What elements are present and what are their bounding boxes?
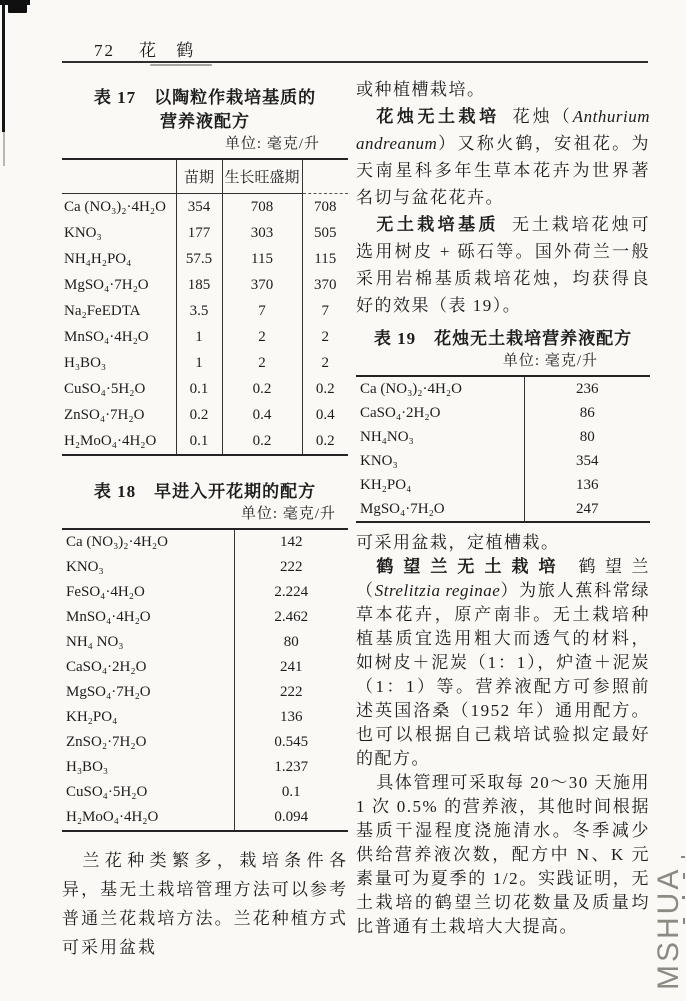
anthurium-paragraph	[356, 103, 650, 211]
seedling-stage-cell: 1	[176, 350, 222, 376]
extra-stage-cell: 2	[302, 324, 348, 350]
substance-cell: Ca (NO₃)₂·4H₂O	[360, 380, 462, 397]
vigorous-stage-cell: 370	[222, 272, 302, 298]
value-cell: 241	[234, 655, 348, 680]
value-cell: 222	[234, 555, 348, 580]
table18-title: 表 18 早进入开花期的配方	[93, 482, 317, 501]
seedling-stage-cell: 1	[176, 324, 222, 350]
table19-title: 表 19 花烛无土栽培营养液配方	[373, 329, 633, 348]
substance-cell: Ca (NO₃)₂·4H₂O	[64, 198, 166, 215]
substance-cell: H₂MoO₄·4H₂O	[64, 432, 157, 449]
table19-unit-label: 单位: 毫克/升	[502, 353, 598, 369]
substance-cell: CuSO₄·5H₂O	[66, 784, 148, 800]
substance-cell: FeSO₄·4H₂O	[66, 584, 145, 600]
table17-unit-label: 单位: 毫克/升	[224, 136, 320, 152]
table18	[62, 528, 348, 832]
table-row	[62, 755, 348, 780]
substance-cell: KNO₃	[66, 559, 104, 575]
vigorous-stage-cell: 2	[222, 324, 302, 350]
substance-cell: CaSO₄·2H₂O	[66, 659, 147, 675]
table-row	[62, 580, 348, 605]
strelitzia-latin-name: Strelitzia reginae	[374, 581, 501, 600]
book-title: 花 鹤	[139, 41, 202, 60]
anthurium-text-post: ）又称火鹤，安祖花。为天南星科多年生草本花卉为世界著名切与盆花花卉。	[356, 134, 650, 207]
seedling-stage-cell: 57.5	[176, 246, 222, 272]
value-cell: 86	[524, 401, 650, 425]
table17-header-row	[62, 159, 348, 194]
substance-cell: H₃BO₃	[66, 759, 109, 775]
vigorous-stage-cell: 2	[222, 350, 302, 376]
column-header	[62, 159, 176, 194]
extra-stage-cell: 370	[302, 272, 348, 298]
seedling-stage-cell: 0.1	[176, 376, 222, 402]
value-cell: 80	[524, 425, 650, 449]
seedling-stage-cell: 177	[176, 220, 222, 246]
table-row	[62, 324, 348, 350]
value-cell: 136	[524, 473, 650, 497]
substance-cell: MgSO₄·7H₂O	[360, 500, 445, 517]
anthurium-text-pre: 花烛（	[512, 107, 573, 126]
scan-artifact-left-edge-fade	[3, 132, 5, 166]
table-row	[356, 497, 650, 522]
substance-cell: MgSO₄·7H₂O	[66, 684, 151, 700]
table-row	[356, 376, 650, 401]
value-cell: 2.224	[234, 580, 348, 605]
value-cell: 80	[234, 630, 348, 655]
substance-cell: KH₂PO₄	[66, 709, 118, 725]
substrate-heading: 无土栽培基质	[376, 215, 499, 234]
value-cell: 0.094	[234, 805, 348, 831]
substrate-paragraph	[356, 211, 650, 319]
table-row	[62, 805, 348, 831]
column-header: 苗期	[176, 159, 222, 194]
substance-cell: MnSO₄·4H₂O	[64, 328, 149, 345]
value-cell: 1.237	[234, 755, 348, 780]
table-row	[62, 428, 348, 455]
scan-artifact-smudge	[150, 64, 212, 66]
extra-stage-cell: 0.2	[302, 376, 348, 402]
orchid-paragraph: 兰花种类繁多，栽培条件各异，基无土栽培管理方法可以参考普通兰花栽培方法。兰花种植方式可采用盆栽	[62, 851, 348, 957]
scan-artifact-left-edge	[2, 0, 5, 132]
column-header: 生长旺盛期	[222, 159, 302, 194]
extra-stage-cell: 708	[302, 194, 348, 221]
extra-stage-cell: 2	[302, 350, 348, 376]
table-row	[62, 730, 348, 755]
table-row	[62, 655, 348, 680]
value-cell: 247	[524, 497, 650, 522]
vigorous-stage-cell: 0.2	[222, 376, 302, 402]
seedling-stage-cell: 0.1	[176, 428, 222, 455]
table-row	[62, 680, 348, 705]
table-row	[62, 402, 348, 428]
value-cell: 136	[234, 705, 348, 730]
value-cell: 222	[234, 680, 348, 705]
substance-cell: KNO₃	[64, 224, 102, 241]
table-row	[62, 555, 348, 580]
substance-cell: H₂MoO₄·4H₂O	[66, 809, 159, 825]
extra-stage-cell: 505	[302, 220, 348, 246]
substance-cell: NH₄ NO₃	[66, 634, 124, 650]
extra-stage-cell: 115	[302, 246, 348, 272]
page-header	[94, 36, 201, 61]
column-header	[302, 159, 348, 194]
strelitzia-paragraph	[356, 555, 650, 771]
table-row	[62, 246, 348, 272]
table-row	[62, 780, 348, 805]
continuation-paragraph: 或种植槽栽培。	[356, 80, 486, 99]
vigorous-stage-cell: 708	[222, 194, 302, 221]
vigorous-stage-cell: 303	[222, 220, 302, 246]
substance-cell: Ca (NO₃)₂·4H₂O	[66, 534, 168, 550]
table-row	[356, 425, 650, 449]
table-row	[62, 605, 348, 630]
table-row	[62, 220, 348, 246]
table-row	[62, 272, 348, 298]
substance-cell: ZnSO₂·7H₂O	[66, 734, 147, 750]
table17-title-line1: 表 17 以陶粒作栽培基质的	[93, 88, 317, 107]
substance-cell: CuSO₄·5H₂O	[64, 380, 146, 397]
table17-title-line2: 营养液配方	[160, 112, 250, 131]
watermark: MSHUA	[652, 866, 685, 990]
header-rule	[62, 61, 648, 63]
table-row	[62, 630, 348, 655]
substance-cell: MgSO₄·7H₂O	[64, 276, 149, 293]
value-cell: 354	[524, 449, 650, 473]
table18-unit-label: 单位: 毫克/升	[240, 506, 336, 522]
value-cell: 0.1	[234, 780, 348, 805]
vigorous-stage-cell: 7	[222, 298, 302, 324]
table-row	[62, 376, 348, 402]
planting-method-paragraph: 可采用盆栽，定植槽栽。	[356, 533, 560, 552]
seedling-stage-cell: 3.5	[176, 298, 222, 324]
strelitzia-heading: 鹤望兰无土栽培	[376, 557, 566, 576]
table17-title	[62, 86, 348, 134]
vigorous-stage-cell: 115	[222, 246, 302, 272]
value-cell: 0.545	[234, 730, 348, 755]
substance-cell: H₃BO₃	[64, 354, 107, 371]
table-row	[356, 473, 650, 497]
seedling-stage-cell: 185	[176, 272, 222, 298]
substance-cell: KH₂PO₄	[360, 476, 412, 493]
substance-cell: MnSO₄·4H₂O	[66, 609, 151, 625]
value-cell: 2.462	[234, 605, 348, 630]
scan-artifact-corner-blob	[8, 3, 27, 13]
right-column	[356, 76, 650, 939]
substrate-text: 无土栽培花烛可选用树皮 + 砾石等。国外荷兰一般采用岩棉基质栽培花烛，均获得良好的效果（表 19）。	[356, 215, 651, 315]
vigorous-stage-cell: 0.2	[222, 428, 302, 455]
value-cell: 142	[234, 529, 348, 555]
strelitzia-text-post: ）为旅人蕉科常绿草本花卉，原产南非。无土栽培种植基质宜选用粗大而透气的材料，如树皮＋泥炭（1：1），炉渣＋泥炭（1：1）等。营养液配方可参照前述英国洛桑（1952 年）通用配方。也可以根据自己栽培试验拟定最好的配方。	[356, 581, 650, 768]
seedling-stage-cell: 0.2	[176, 402, 222, 428]
table-row	[356, 401, 650, 425]
substance-cell: NH₄H₂PO₄	[64, 250, 132, 267]
extra-stage-cell: 7	[302, 298, 348, 324]
table17	[62, 158, 348, 456]
scan-artifact-edge-mark	[681, 856, 685, 858]
table-row	[62, 705, 348, 730]
substance-cell: CaSO₄·2H₂O	[360, 404, 441, 421]
value-cell: 236	[524, 376, 650, 401]
page-number: 72	[94, 41, 115, 60]
substance-cell: KNO₃	[360, 452, 398, 469]
management-paragraph: 具体管理可采取每 20～30 天施用 1 次 0.5% 的营养液，其他时间根据基质干湿程度浇施清水。冬季减少供给营养液次数，配方中 N、K 元素量可为夏季的 1/2。实践证明，无土栽培的鹤望兰切花数量及质量均比普通有土栽培大大提高。	[356, 773, 650, 936]
strelitzia-text-pre: 鹤望兰（	[356, 557, 651, 600]
substance-cell: ZnSO₄·7H₂O	[64, 406, 145, 423]
table-row	[62, 529, 348, 555]
table-row	[62, 350, 348, 376]
table-row	[62, 298, 348, 324]
substance-cell: Na₂FeEDTA	[64, 302, 141, 319]
vigorous-stage-cell: 0.4	[222, 402, 302, 428]
substance-cell: NH₄NO₃	[360, 428, 414, 445]
table-row	[356, 449, 650, 473]
extra-stage-cell: 0.4	[302, 402, 348, 428]
anthurium-latin-name: Anthurium andreanum	[356, 107, 650, 153]
extra-stage-cell: 0.2	[302, 428, 348, 455]
table19	[356, 375, 650, 523]
left-column	[62, 78, 348, 962]
table-row	[62, 194, 348, 221]
seedling-stage-cell: 354	[176, 194, 222, 221]
anthurium-heading: 花烛无土栽培	[376, 107, 500, 126]
